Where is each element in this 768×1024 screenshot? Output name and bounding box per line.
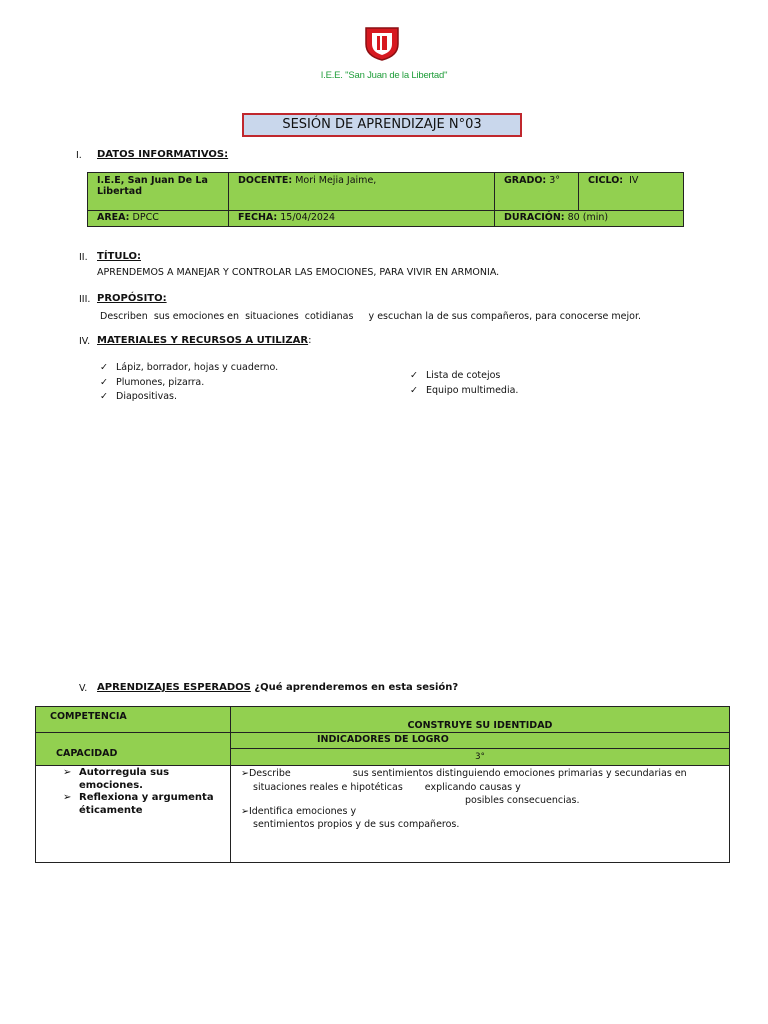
list-item: ✓ Diapositivas.	[100, 390, 278, 405]
duracion-label: DURACIÓN:	[504, 212, 565, 223]
grade-cell: 3°	[231, 749, 730, 766]
info-fecha	[229, 211, 495, 227]
info-duracion	[495, 211, 684, 227]
section-2-title: TÍTULO:	[97, 251, 141, 262]
list-item: ✓ Lista de cotejos	[410, 369, 518, 384]
duracion-value: 80 (min)	[567, 212, 609, 223]
list-item: ✓ Equipo multimedia.	[410, 384, 518, 399]
check-icon: ✓	[410, 370, 418, 381]
info-docente	[229, 173, 495, 211]
info-grado	[495, 173, 579, 211]
arrow-icon: ➢	[63, 792, 72, 803]
section-5-question: ¿Qué aprenderemos en esta sesión?	[254, 682, 459, 693]
section-4-colon: :	[308, 335, 312, 346]
materials-left-list	[100, 361, 278, 405]
indicadores-label: INDICADORES DE LOGRO	[231, 733, 730, 749]
docente-label: DOCENTE:	[238, 175, 293, 186]
section-1-title: DATOS INFORMATIVOS:	[97, 149, 229, 160]
list-item: ✓ Plumones, pizarra.	[100, 376, 278, 391]
indicator-2: ➢Identifica emociones y sentimientos propios y de sus compañeros.	[241, 806, 460, 830]
grado-value: 3°	[549, 175, 561, 186]
grado-label: GRADO:	[504, 175, 547, 186]
section-3-number: III.	[79, 294, 91, 305]
info-ciclo	[579, 173, 684, 211]
info-area	[88, 211, 229, 227]
arrow-icon: ➢	[241, 768, 249, 779]
section-2-number: II.	[79, 252, 88, 263]
capacidades-cell	[36, 766, 231, 863]
indicadores-cell	[231, 766, 730, 863]
section-4-number: IV.	[79, 336, 91, 347]
school-name: I.E.E. "San Juan de la Libertad"	[320, 70, 448, 81]
list-item: ✓ Lápiz, borrador, hojas y cuaderno.	[100, 361, 278, 376]
indicator-1: ➢Describe sus sentimientos distinguiendo emociones primarias y secundarias en situaciones reales e hipotéticas explicando causas y posibles consecuencias.	[241, 768, 687, 806]
list-item: ➢ Autorregula sus emociones.	[63, 767, 170, 791]
check-icon: ✓	[100, 391, 108, 402]
section-3-text: Describen sus emociones en situaciones cotidianas y escuchan la de sus compañeros, para conocerse mejor.	[100, 311, 642, 322]
section-3-title: PROPÓSITO:	[97, 293, 167, 304]
check-icon: ✓	[100, 376, 108, 388]
section-4-title: MATERIALES Y RECURSOS A UTILIZAR	[97, 335, 309, 346]
fecha-value: 15/04/2024	[280, 212, 336, 223]
section-4-heading	[97, 335, 311, 346]
page-title: SESIÓN DE APRENDIZAJE N°03	[242, 113, 522, 137]
section-5-title: APRENDIZAJES ESPERADOS	[97, 682, 251, 693]
fecha-label: FECHA:	[238, 212, 278, 223]
list-item: ➢ Reflexiona y argumenta éticamente	[63, 792, 214, 816]
section-1-number: I.	[76, 150, 82, 161]
competencia-label: COMPETENCIA	[36, 707, 231, 733]
capacidad-label: CAPACIDAD	[36, 733, 231, 766]
area-value: DPCC	[132, 212, 159, 223]
ciclo-label: CICLO:	[588, 175, 624, 186]
aprendizajes-table	[35, 706, 730, 863]
area-label: AREA:	[97, 212, 130, 223]
check-icon: ✓	[100, 362, 108, 373]
section-2-text: APRENDEMOS A MANEJAR Y CONTROLAR LAS EMOCIONES, PARA VIVIR EN ARMONIA.	[97, 267, 500, 278]
school-logo	[362, 24, 402, 62]
materials-right-list	[410, 369, 518, 398]
section-5-number: V.	[79, 683, 88, 694]
competencia-value: CONSTRUYE SU IDENTIDAD	[231, 707, 730, 733]
info-school: I.E.E, San Juan De La Libertad	[88, 173, 229, 211]
section-5-heading	[97, 682, 458, 693]
info-table	[87, 172, 684, 227]
ciclo-value: IV	[629, 175, 639, 186]
check-icon: ✓	[410, 384, 418, 396]
docente-value: Mori Mejia Jaime,	[295, 175, 377, 186]
arrow-icon: ➢	[241, 806, 249, 817]
arrow-icon: ➢	[63, 767, 72, 778]
